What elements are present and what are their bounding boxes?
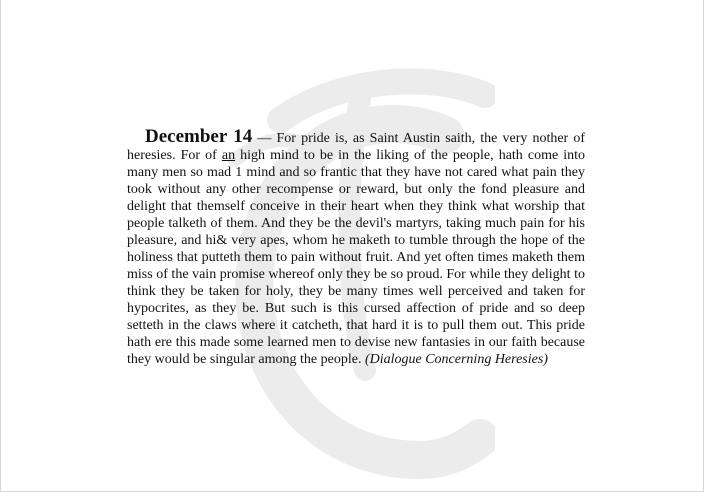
entry-date: December 14 [145,126,253,147]
underlined-word: an [221,148,236,163]
entry-source: (Dialogue Concerning Heresies) [364,352,548,367]
entry-text-part-1: For pride is, as Saint Austin saith, the very nother of heresies. For of [127,131,585,163]
entry-indent [127,131,145,146]
devotional-entry [127,128,585,368]
date-dash: — [252,131,277,146]
entry-text-part-2: high mind to be in the liking of the people, hath come into many men so mad 1 mind and so frantic that they have not cared what pain they took without any other recompense or reward, but only the fond pleasure and delight that themself conceive in their heart when they think what worship that people talketh of them. And they be the devil's martyrs, taking much pain for his pleasure, and hi& very apes, whom he maketh to tumble through the hope of the holiness that putteth them to pain without fruit. And yet often times maketh them miss of the vain promise whereof only they be so proud. For while they delight to think they be taken for holy, they be many times well perceived and taken for hypocrites, as they be. But such is this cursed affection of pride and so deep setteth in the claws where it catcheth, that hard it is to pull them out. This pride hath ere this made some learned men to devise new fantasies in our faith because they would be singular among the people. [127,148,586,367]
